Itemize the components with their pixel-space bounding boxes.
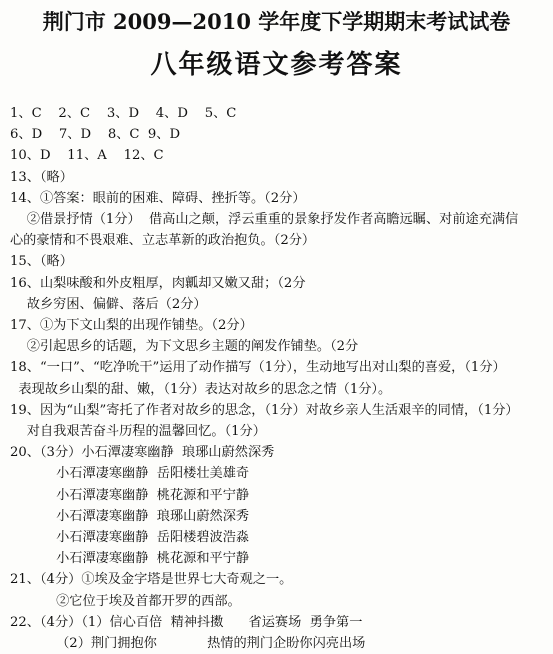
answer-line-22-1: 22、（4分）（1）信心百倍 精神抖擞 省运赛场 勇争第一: [10, 615, 363, 630]
answer-line-10-12: 10、D 11、A 12、C: [10, 148, 164, 163]
answer-line-19-1: 19、因为“山梨”寄托了作者对故乡的思念，（1分）对故乡亲人生活艰辛的同情，（1分）: [10, 403, 519, 418]
answer-line-14-2: ②借景抒情（1分） 借高山之颠，浮云重重的景象抒发作者高瞻远瞩、对前途充满信: [10, 212, 519, 227]
answer-line-20-2: 小石潭凄寒幽静 岳阳楼壮美雄奇: [10, 466, 250, 481]
answer-line-20-4: 小石潭凄寒幽静 琅琊山蔚然深秀: [10, 509, 250, 524]
answer-line-20-3: 小石潭凄寒幽静 桃花源和平宁静: [10, 488, 250, 503]
answer-line-20-5: 小石潭凄寒幽静 岳阳楼碧波浩淼: [10, 530, 250, 545]
answer-line-14-1: 14、①答案：眼前的困难、障碍、挫折等。（2分）: [10, 191, 306, 206]
answer-line-13: 13、（略）: [10, 170, 73, 185]
answer-line-20-6: 小石潭凄寒幽静 桃花源和平宁静: [10, 551, 250, 566]
answer-line-15: 15、（略）: [10, 254, 73, 269]
answer-line-18-2: 表现故乡山梨的甜、嫩，（1分）表达对故乡的思念之情（1分）。: [10, 382, 392, 397]
answer-key-subtitle: 八年级语文参考答案: [150, 50, 403, 80]
answer-line-19-2: 对自我艰苦奋斗历程的温馨回忆。（1分）: [10, 424, 266, 439]
exam-title: 荆门市 2009—2010 学年度下学期期末考试试卷: [42, 9, 511, 34]
answer-line-21-2: ②它位于埃及首都开罗的西部。: [10, 594, 241, 609]
answer-line-14-3: 心的豪情和不畏艰难、立志革新的政治抱负。（2分）: [10, 233, 316, 248]
answer-line-18-1: 18、“一口”、“吃净吮干”运用了动作描写（1分），生动地写出对山梨的喜爱，（1分）: [10, 360, 506, 375]
answer-line-16-1: 16、山梨味酸和外皮粗厚，肉瓤却又嫩又甜；（2分: [10, 276, 306, 291]
answer-line-17-1: 17、①为下文山梨的出现作铺垫。（2分）: [10, 318, 253, 333]
answer-line-17-2: ②引起思乡的话题，为下文思乡主题的阐发作铺垫。（2分: [10, 339, 359, 354]
answer-line-1-5: 1、C 2、C 3、D 4、D 5、C: [10, 106, 237, 121]
answer-line-6-9: 6、D 7、D 8、C 9、D: [10, 127, 181, 142]
answer-line-22-2: （2）荆门拥抱你 热情的荆门企盼你闪亮出场: [10, 636, 366, 651]
answer-line-20-1: 20、（3分）小石潭凄寒幽静 琅琊山蔚然深秀: [10, 445, 275, 460]
answer-line-21-1: 21、（4分）①埃及金字塔是世界七大奇观之一。: [10, 572, 293, 587]
answer-line-16-2: 故乡穷困、偏僻、落后（2分）: [10, 297, 207, 312]
